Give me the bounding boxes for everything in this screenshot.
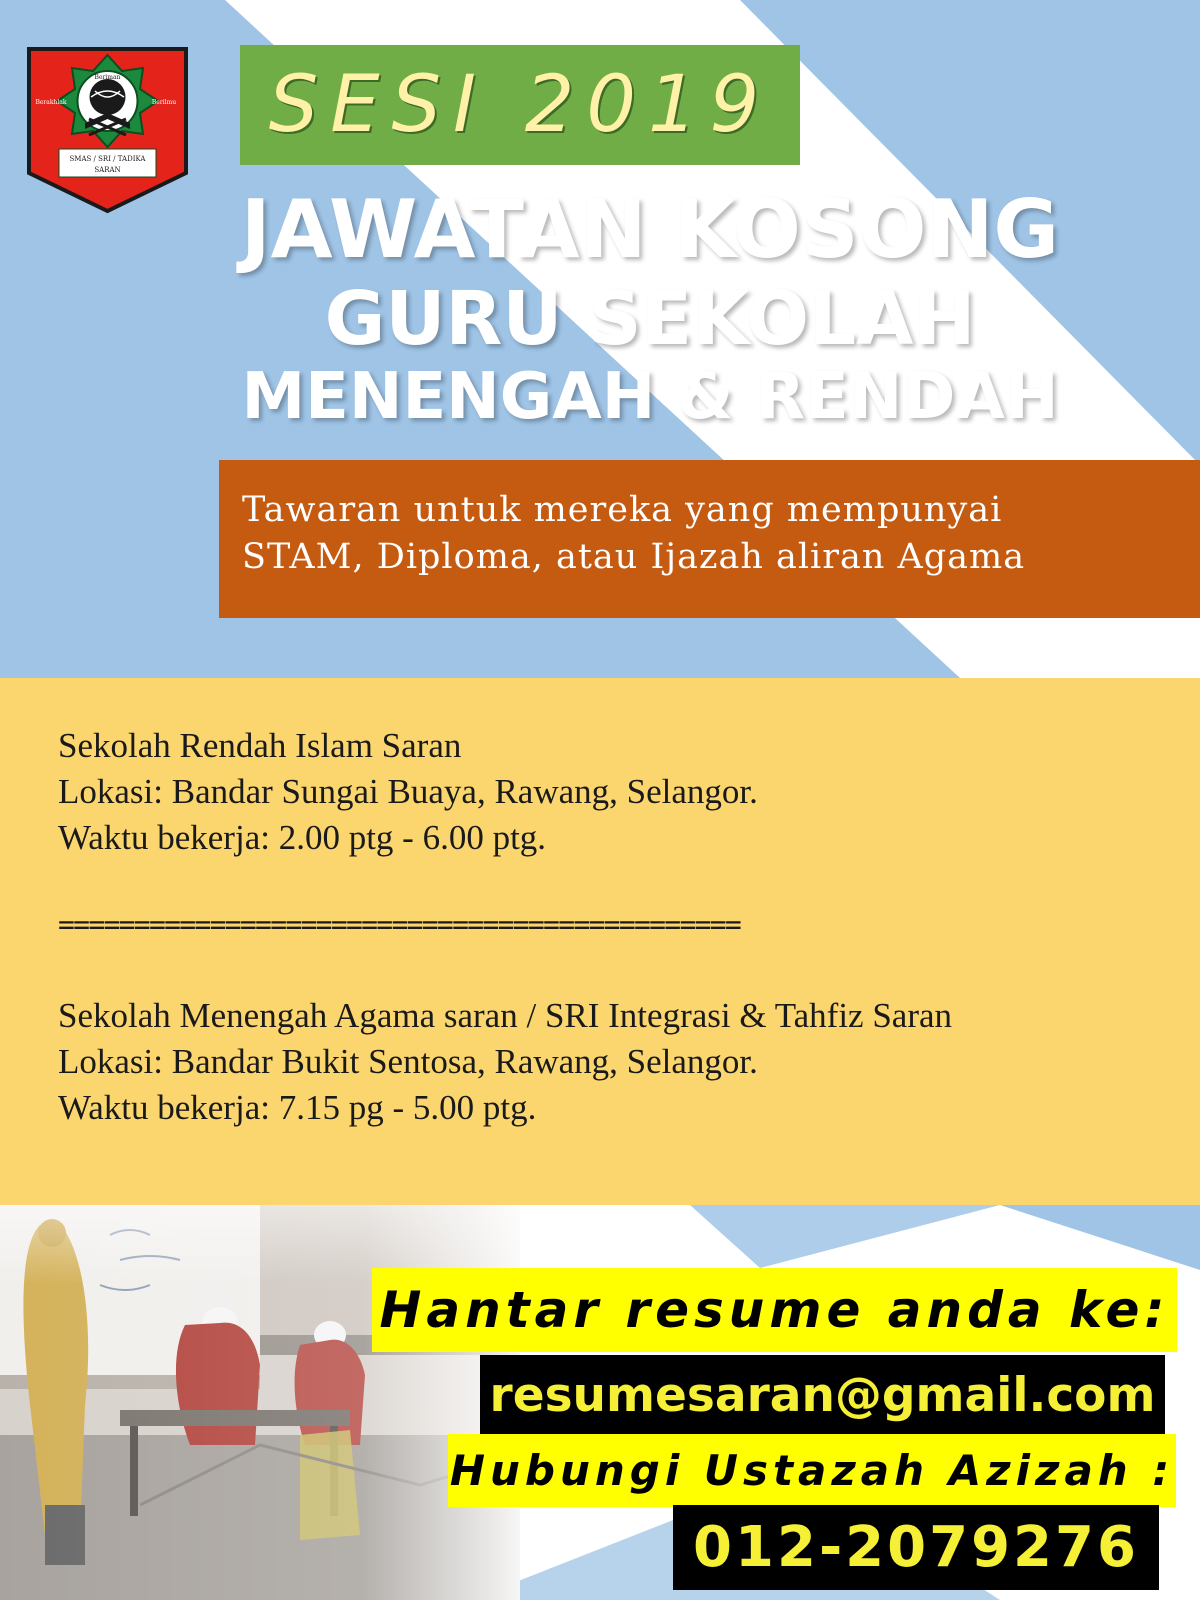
phone-number[interactable]: 012-2079276	[673, 1505, 1159, 1590]
school-1-location: Lokasi: Bandar Sungai Buaya, Rawang, Selangor.	[58, 772, 758, 811]
headline-line-3: MENENGAH & RENDAH	[241, 360, 1059, 434]
offer-line-1: Tawaran untuk mereka yang mempunyai	[242, 490, 1003, 530]
school-2-hours: Waktu bekerja: 7.15 pg - 5.00 ptg.	[58, 1088, 537, 1127]
offer-banner	[219, 460, 1200, 618]
send-resume-label: Hantar resume anda ke:	[372, 1268, 1177, 1352]
contact-person-label: Hubungi Ustazah Azizah :	[448, 1434, 1176, 1507]
logo-text-bottom-1: SMAS / SRI / TADIKA	[69, 155, 146, 163]
logo-text-bottom-2: SARAN	[94, 166, 121, 174]
classroom-photo	[0, 1205, 520, 1600]
school-1-name: Sekolah Rendah Islam Saran	[58, 726, 462, 765]
schools-info-panel	[0, 678, 1200, 1205]
offer-line-2: STAM, Diploma, atau Ijazah aliran Agama	[242, 537, 1026, 577]
headline-line-2: GURU SEKOLAH	[324, 276, 976, 362]
school-1-hours: Waktu bekerja: 2.00 ptg - 6.00 ptg.	[58, 818, 547, 857]
logo-text-left: Berakhlak	[35, 99, 67, 106]
school-2-name: Sekolah Menengah Agama saran / SRI Integrasi & Tahfiz Saran	[58, 996, 953, 1035]
logo-text-right: Berilmu	[151, 99, 177, 106]
session-label: SESI 2019	[268, 60, 772, 150]
school-2-location: Lokasi: Bandar Bukit Sentosa, Rawang, Selangor.	[58, 1042, 758, 1081]
divider-line: =============================================	[58, 908, 741, 941]
logo-text-top: Beriman	[94, 74, 121, 81]
headline-line-1: JAWATAN KOSONG	[240, 183, 1060, 276]
session-banner	[240, 45, 800, 165]
email-address[interactable]: resumesaran@gmail.com	[480, 1355, 1165, 1435]
